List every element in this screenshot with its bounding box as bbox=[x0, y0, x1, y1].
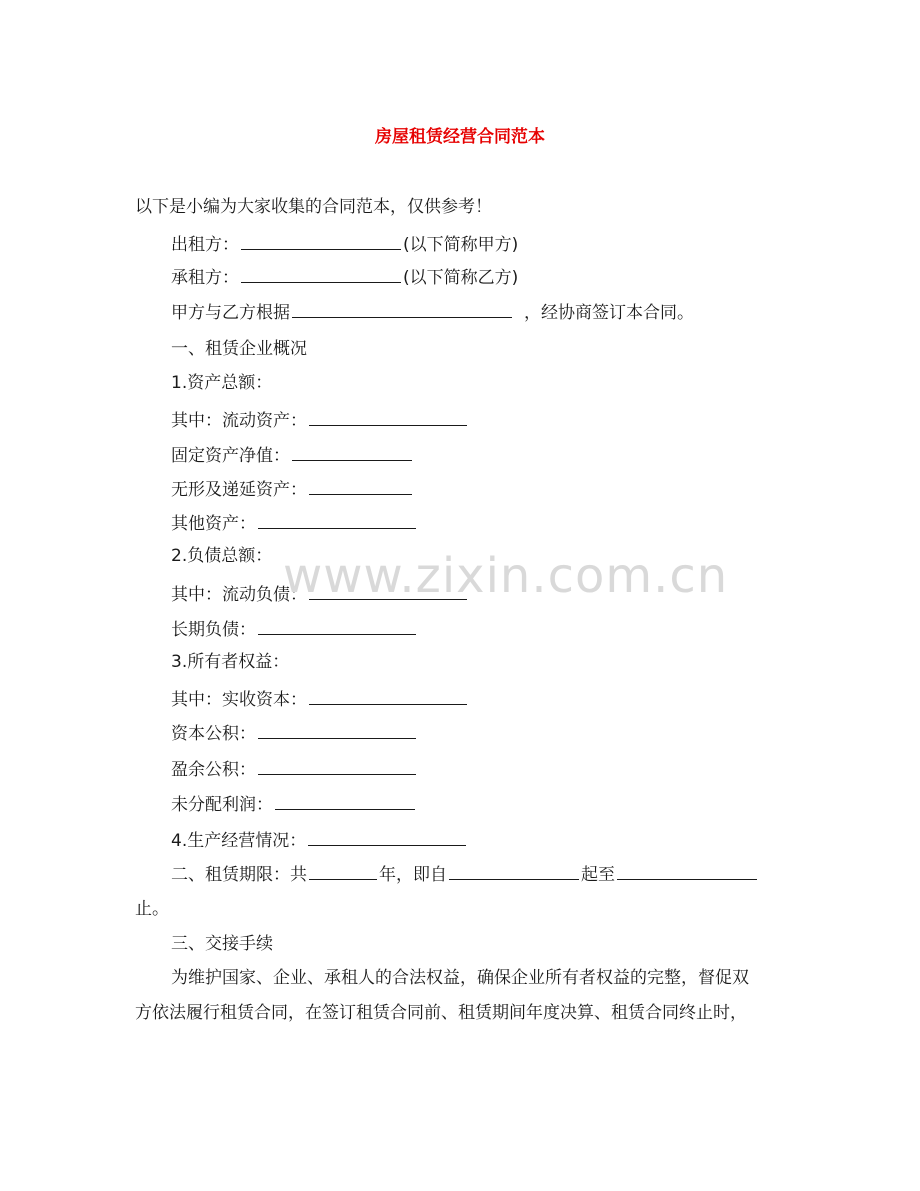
liabilities-current-line bbox=[171, 582, 469, 606]
equity-undistributed-blank bbox=[275, 792, 415, 810]
assets-fixed-label: 固定资产净值： bbox=[171, 446, 290, 466]
section3-paragraph-line1: 为维护国家、企业、承租人的合法权益，确保企业所有者权益的完整，督促双 bbox=[171, 968, 749, 988]
liabilities-longterm-blank bbox=[258, 617, 416, 635]
document-title: 房屋租赁经营合同范本 bbox=[375, 127, 545, 147]
section2-from: 起至 bbox=[581, 865, 615, 885]
lessee-blank bbox=[241, 265, 401, 283]
lessor-label: 出租方： bbox=[171, 235, 239, 255]
section1-heading: 一、租赁企业概况 bbox=[171, 339, 307, 359]
assets-current-blank bbox=[309, 408, 467, 426]
basis-blank bbox=[292, 300, 512, 318]
equity-surplus-reserve-line bbox=[171, 757, 418, 781]
lessor-suffix: (以下简称甲方) bbox=[403, 235, 519, 255]
assets-other-blank bbox=[258, 511, 416, 529]
lessee-label: 承租方： bbox=[171, 268, 239, 288]
liabilities-current-label: 其中：流动负债： bbox=[171, 585, 307, 605]
intro-text: 以下是小编为大家收集的合同范本，仅供参考！ bbox=[135, 197, 492, 217]
equity-capital-reserve-blank bbox=[258, 721, 416, 739]
lease-end-blank bbox=[617, 862, 757, 880]
watermark-text: www.zixin.com.cn bbox=[283, 548, 729, 604]
section2-line bbox=[171, 862, 759, 886]
equity-undistributed-line bbox=[171, 792, 417, 816]
assets-fixed-blank bbox=[292, 443, 412, 461]
basis-prefix: 甲方与乙方根据 bbox=[171, 303, 290, 323]
liabilities-longterm-line bbox=[171, 617, 418, 641]
lessee-line bbox=[171, 265, 518, 289]
assets-current-line bbox=[171, 408, 469, 432]
equity-surplus-reserve-blank bbox=[258, 757, 416, 775]
equity-paid-in-blank bbox=[309, 687, 467, 705]
operations-blank bbox=[308, 828, 466, 846]
operations-line bbox=[171, 828, 468, 852]
equity-surplus-reserve-label: 盈余公积： bbox=[171, 760, 256, 780]
equity-heading: 3.所有者权益： bbox=[171, 652, 290, 672]
section2-prefix: 二、租赁期限：共 bbox=[171, 865, 307, 885]
liabilities-current-blank bbox=[309, 582, 467, 600]
operations-label: 4.生产经营情况： bbox=[171, 831, 307, 851]
lessee-suffix: (以下简称乙方) bbox=[403, 268, 519, 288]
equity-capital-reserve-label: 资本公积： bbox=[171, 724, 256, 744]
equity-capital-reserve-line bbox=[171, 721, 418, 745]
section2-end: 止。 bbox=[135, 899, 169, 919]
equity-paid-in-label: 其中：实收资本： bbox=[171, 690, 307, 710]
lessor-blank bbox=[241, 232, 401, 250]
assets-intangible-label: 无形及递延资产： bbox=[171, 480, 307, 500]
assets-heading: 1.资产总额： bbox=[171, 373, 273, 393]
assets-intangible-blank bbox=[309, 477, 412, 495]
assets-other-label: 其他资产： bbox=[171, 514, 256, 534]
assets-fixed-line bbox=[171, 443, 414, 467]
lease-years-blank bbox=[309, 862, 377, 880]
assets-intangible-line bbox=[171, 477, 414, 501]
assets-current-label: 其中：流动资产： bbox=[171, 411, 307, 431]
lessor-line bbox=[171, 232, 518, 256]
liabilities-heading: 2.负债总额： bbox=[171, 546, 273, 566]
basis-suffix: ，经协商签订本合同。 bbox=[524, 303, 694, 323]
basis-line bbox=[171, 300, 694, 324]
equity-undistributed-label: 未分配利润： bbox=[171, 795, 273, 815]
section3-paragraph-line2: 方依法履行租赁合同，在签订租赁合同前、租赁期间年度决算、租赁合同终止时， bbox=[135, 1003, 747, 1023]
lease-start-blank bbox=[449, 862, 579, 880]
section2-year: 年，即自 bbox=[379, 865, 447, 885]
liabilities-longterm-label: 长期负债： bbox=[171, 620, 256, 640]
assets-other-line bbox=[171, 511, 418, 535]
section3-heading: 三、交接手续 bbox=[171, 934, 273, 954]
equity-paid-in-line bbox=[171, 687, 469, 711]
